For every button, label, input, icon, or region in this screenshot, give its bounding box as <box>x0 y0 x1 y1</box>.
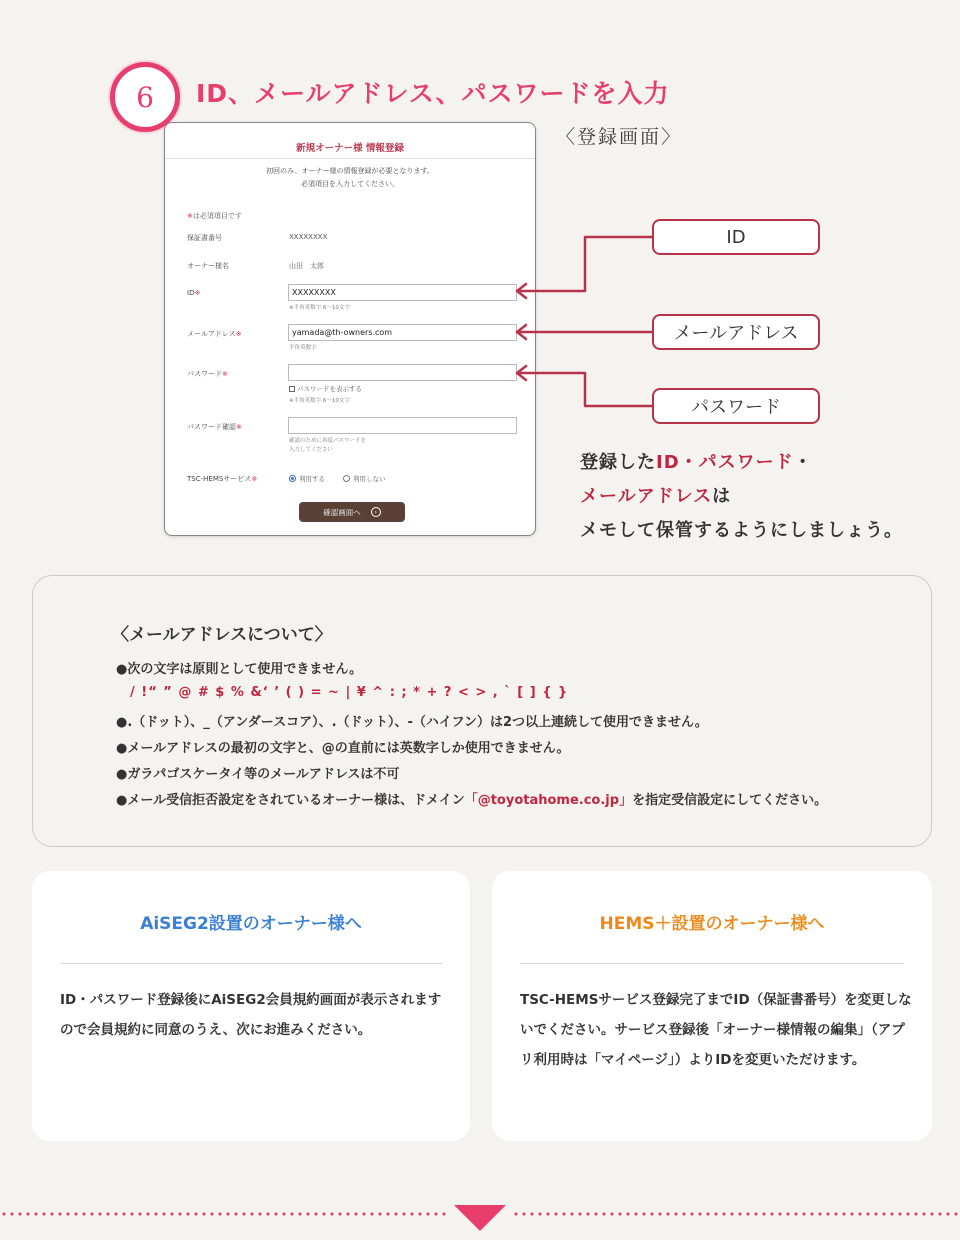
service-use-label: 利用する <box>299 475 325 483</box>
warranty-label: 保証書番号 <box>187 234 222 242</box>
hems-card-title: HEMS＋設置のオーナー様へ <box>599 914 825 934</box>
password-input[interactable] <box>288 364 517 381</box>
service-nouse-label: 利用しない <box>353 475 386 483</box>
memo-note <box>580 446 903 548</box>
checkbox-box[interactable] <box>289 386 295 392</box>
form-title: 新規オーナー様 情報登録 <box>296 143 404 154</box>
password-confirm-input[interactable] <box>288 417 517 434</box>
password-label <box>187 369 228 379</box>
mail-rule-3: ●メールアドレスの最初の文字と、@の直前には英数字しか使用できません。 <box>116 741 570 756</box>
memo-line1-suffix: ・ <box>793 452 813 473</box>
confirm-screen-button[interactable] <box>299 502 405 522</box>
radio-unselected-icon[interactable] <box>343 475 350 482</box>
callout-password: パスワード <box>652 388 820 424</box>
hems-card-body: TSC-HEMSサービス登録完了までID（保証書番号）を変更しないでください。サービス登録後「オーナー様情報の編集」（アプリ利用時は「マイページ」）よりIDを変更いただけます。 <box>520 992 912 1068</box>
hems-card-divider <box>520 963 904 964</box>
memo-line1 <box>580 446 903 480</box>
password-confirm-hint <box>289 437 366 455</box>
mail-rule-5-suffix: を指定受信設定にしてください。 <box>632 793 828 808</box>
password-confirm-required-mark: ※ <box>236 423 242 431</box>
aiseg-card-title: AiSEG2設置のオーナー様へ <box>140 914 362 934</box>
id-label-text: ID <box>187 289 195 297</box>
down-triangle-icon <box>454 1205 506 1231</box>
id-connector <box>517 237 652 291</box>
mail-rule-5-domain: 「@toyotahome.co.jp」 <box>464 793 633 808</box>
mail-rules-heading: 〈メールアドレスについて〉 <box>112 625 332 645</box>
required-note-text: は必須項目です <box>192 212 242 220</box>
service-label <box>187 474 257 484</box>
callout-id: ID <box>652 219 820 255</box>
show-password-label: パスワードを表示する <box>297 385 362 393</box>
screen-caption: 〈登録画面〉 <box>556 126 683 148</box>
id-hint: ※半角英数字 6～10文字 <box>289 305 350 311</box>
form-intro-line2: 必須項目を入力してください。 <box>301 180 399 188</box>
show-password-checkbox[interactable] <box>289 384 362 393</box>
required-mark: ※ <box>187 212 193 220</box>
chevron-right-icon: › <box>371 507 381 517</box>
email-required-mark: ※ <box>235 330 242 338</box>
aiseg-card-body: ID・パスワード登録後にAiSEG2会員規約画面が表示されますので会員規約に同意のうえ、次にお進みください。 <box>60 992 442 1038</box>
warranty-value: XXXXXXXX <box>289 233 328 241</box>
password-required-mark: ※ <box>222 370 228 378</box>
email-hint: 半角英数字 <box>289 345 317 351</box>
memo-line2 <box>580 480 903 514</box>
email-input[interactable]: yamada@th-owners.com <box>288 324 517 341</box>
form-intro-line1: 初回のみ、オーナー様の情報登録が必要となります。 <box>266 167 434 175</box>
service-required-mark: ※ <box>251 475 258 483</box>
mail-rule-5 <box>116 789 827 808</box>
step-title: ID、メールアドレス、パスワードを入力 <box>196 79 670 108</box>
aiseg-owner-card <box>32 871 470 1141</box>
form-divider <box>165 158 535 159</box>
required-note <box>187 211 242 221</box>
owner-name-label: オーナー様名 <box>187 262 229 270</box>
password-confirm-label-text: パスワード確認 <box>187 423 236 431</box>
id-input[interactable]: XXXXXXXX <box>288 284 517 301</box>
email-label-text: メールアドレス <box>187 330 236 338</box>
form-intro <box>165 165 535 191</box>
password-label-text: パスワード <box>187 370 222 378</box>
confirm-button-label: 確認画面へ <box>323 507 361 517</box>
password-confirm-hint-line1: 確認のために再度パスワードを <box>289 438 367 444</box>
password-connector <box>517 373 652 406</box>
mail-rule-4: ●ガラパゴスケータイ等のメールアドレスは不可 <box>116 767 400 782</box>
aiseg-card-divider <box>60 963 442 964</box>
service-nouse-radio[interactable] <box>343 474 386 483</box>
memo-line1-prefix: 登録した <box>580 452 656 473</box>
mail-rule-1: ●次の文字は原則として使用できません。 <box>116 662 363 677</box>
password-confirm-label <box>187 422 242 432</box>
service-use-radio[interactable] <box>289 474 325 483</box>
password-confirm-hint-line2: 入力してください <box>289 447 334 453</box>
step-number: 6 <box>136 80 154 114</box>
id-required-mark: ※ <box>194 289 201 297</box>
radio-selected-icon[interactable] <box>289 475 296 482</box>
registration-form-screenshot <box>164 122 536 536</box>
memo-line2-suffix: は <box>712 486 732 507</box>
mail-rule-5-prefix: ●メール受信拒否設定をされているオーナー様は、ドメイン <box>116 793 465 808</box>
mail-rule-2: ●.（ドット）、_（アンダースコア）、.（ドット）、-（ハイフン）は2つ以上連続して使用できません。 <box>116 715 708 730</box>
memo-line2-highlight: メールアドレス <box>580 486 713 507</box>
forbidden-characters: / !“ ” @ # $ % &‘ ’ ( ) = ~ | ¥ ^ : ; * + ? < > , ` [ ] { } <box>130 685 569 700</box>
hems-owner-card <box>492 871 932 1141</box>
memo-line1-highlight: ID・パスワード <box>656 452 794 473</box>
password-hint: ※半角英数字 6～10文字 <box>289 398 350 404</box>
service-label-text: TSC-HEMSサービス <box>187 475 252 483</box>
callout-email: メールアドレス <box>652 314 820 350</box>
email-label <box>187 329 242 339</box>
owner-name-value: 山田 太郎 <box>289 262 324 270</box>
id-label <box>187 289 200 297</box>
memo-line3: メモして保管するようにしましょう。 <box>580 520 903 541</box>
